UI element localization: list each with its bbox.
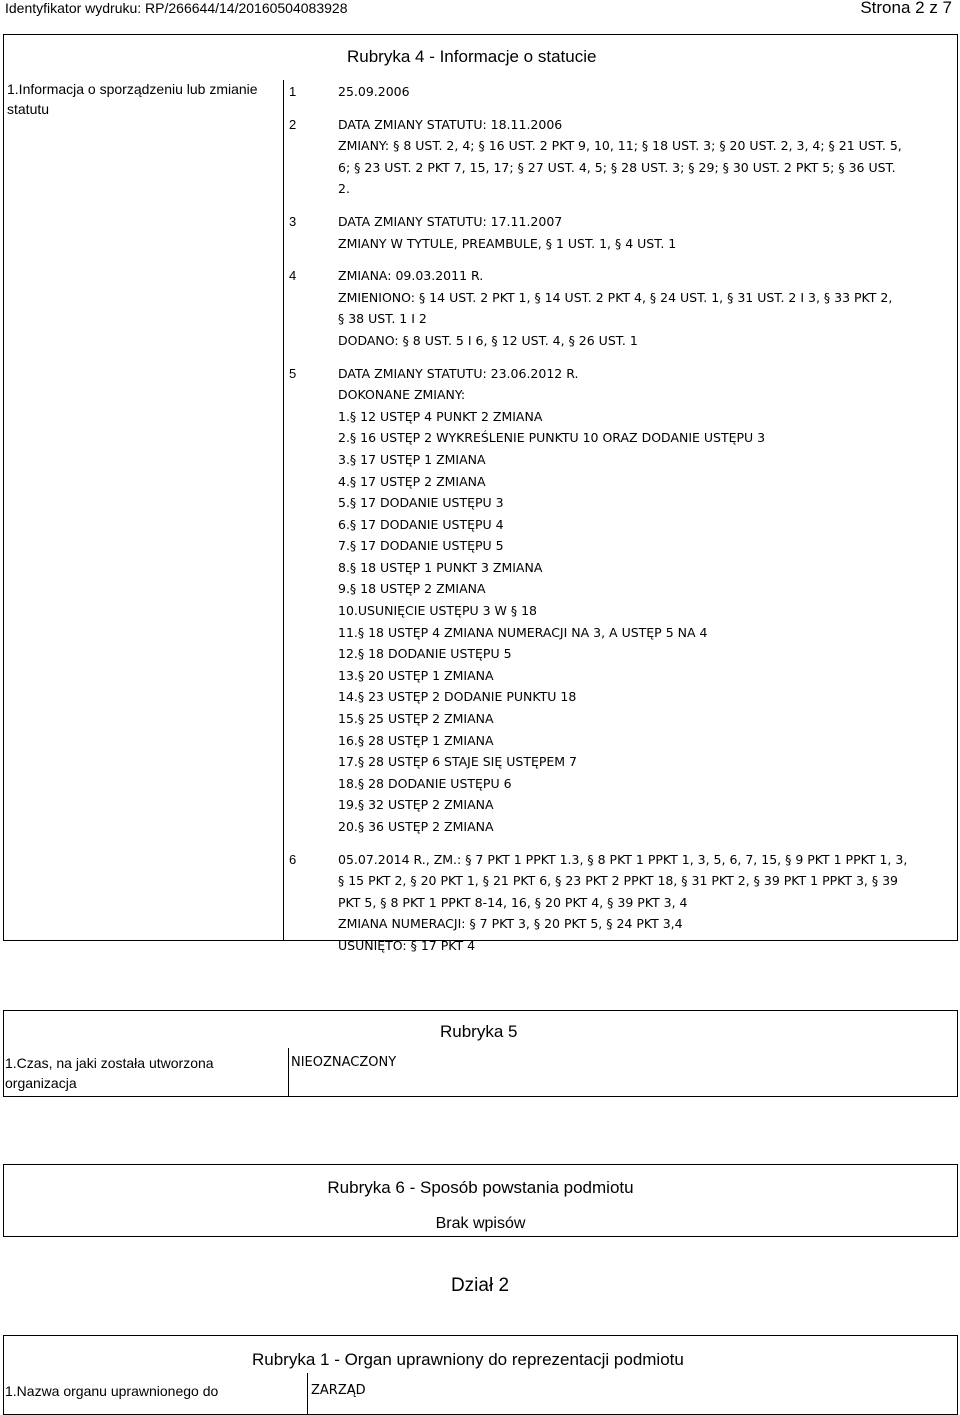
entry-line: ZMIENIONO: § 14 UST. 2 PKT 1, § 14 UST. 2 PKT 4, § 24 UST. 1, § 31 UST. 2 I 3, § 33 PKT 2, bbox=[338, 289, 893, 305]
entry-number: 1 bbox=[289, 84, 297, 99]
entry-line: 12.§ 18 DODANIE USTĘPU 5 bbox=[338, 646, 512, 662]
entry-line: 13.§ 20 USTĘP 1 ZMIANA bbox=[338, 667, 494, 683]
entry-line: DODANO: § 8 UST. 5 I 6, § 12 UST. 4, § 26 UST. 1 bbox=[338, 332, 638, 348]
list-item bbox=[286, 849, 958, 957]
entry-text bbox=[338, 81, 958, 103]
entry-text bbox=[338, 849, 958, 957]
print-identifier: Identyfikator wydruku: RP/266644/14/20160504083928 bbox=[5, 0, 348, 16]
list-item bbox=[286, 81, 958, 103]
list-item bbox=[286, 265, 958, 351]
page-number: Strona 2 z 7 bbox=[860, 0, 952, 17]
column-divider bbox=[288, 1048, 289, 1097]
entry-text bbox=[338, 363, 958, 838]
entry-line: 5.§ 17 DODANIE USTĘPU 3 bbox=[338, 495, 504, 511]
list-item bbox=[286, 114, 958, 200]
entry-line: 2.§ 16 USTĘP 2 WYKREŚLENIE PUNKTU 10 ORAZ DODANIE USTĘPU 3 bbox=[338, 430, 766, 446]
entry-line: DATA ZMIANY STATUTU: 17.11.2007 bbox=[338, 213, 563, 229]
entry-line: 7.§ 17 DODANIE USTĘPU 5 bbox=[338, 538, 504, 554]
entry-line: DATA ZMIANY STATUTU: 23.06.2012 R. bbox=[338, 365, 579, 381]
entry-number: 5 bbox=[289, 365, 297, 381]
entry-line: 17.§ 28 USTĘP 6 STAJE SIĘ USTĘPEM 7 bbox=[338, 754, 578, 770]
dzial-2-rubryka-1-field-label: 1.Nazwa organu uprawnionego do bbox=[5, 1383, 219, 1399]
entry-line: ZMIANY W TYTULE, PREAMBULE, § 1 UST. 1, § 4 UST. 1 bbox=[338, 235, 677, 251]
entry-line: 11.§ 18 USTĘP 4 ZMIANA NUMERACJI NA 3, A USTĘP 5 NA 4 bbox=[338, 624, 708, 640]
entry-number: 4 bbox=[289, 268, 297, 284]
rubryka-5-field-label: 1.Czas, na jaki została utworzona organizacja bbox=[5, 1055, 214, 1091]
rubryka-5-value: NIEOZNACZONY bbox=[291, 1055, 397, 1070]
entry-number: 3 bbox=[289, 213, 297, 229]
entry-number: 6 bbox=[289, 851, 297, 867]
entry-line: 1.§ 12 USTĘP 4 PUNKT 2 ZMIANA bbox=[338, 408, 543, 424]
entry-line: 19.§ 32 USTĘP 2 ZMIANA bbox=[338, 797, 494, 813]
list-item bbox=[286, 211, 958, 254]
entry-line: § 15 PKT 2, § 20 PKT 1, § 21 PKT 6, § 23 PKT 2 PPKT 18, § 31 PKT 2, § 39 PKT 1 PPKT 3, § 39 bbox=[338, 873, 899, 889]
rubryka-5-title: Rubryka 5 bbox=[440, 1022, 518, 1041]
rubryka-4-title: Rubryka 4 - Informacje o statucie bbox=[347, 47, 597, 66]
entry-line: 05.07.2014 R., ZM.: § 7 PKT 1 PPKT 1.3, § 8 PKT 1 PPKT 1, 3, 5, 6, 7, 15, § 9 PKT 1 PPKT 1, 3, bbox=[338, 851, 908, 867]
entry-text bbox=[338, 211, 958, 254]
entry-line: 15.§ 25 USTĘP 2 ZMIANA bbox=[338, 711, 494, 727]
entry-line: USUNIĘTO: § 17 PKT 4 bbox=[338, 937, 476, 953]
rubryka-6-value: Brak wpisów bbox=[435, 1215, 526, 1232]
entry-line: ZMIANY: § 8 UST. 2, 4; § 16 UST. 2 PKT 9, 10, 11; § 18 UST. 3; § 20 UST. 2, 3, 4; § 21 UST. 5, bbox=[338, 138, 902, 154]
entry-line: 6.§ 17 DODANIE USTĘPU 4 bbox=[338, 516, 504, 532]
statute-change-list bbox=[286, 81, 958, 968]
entry-number: 2 bbox=[289, 116, 297, 132]
entry-line: § 38 UST. 1 I 2 bbox=[338, 311, 427, 327]
entry-text bbox=[338, 114, 958, 200]
entry-line: DOKONANE ZMIANY: bbox=[338, 387, 466, 403]
rubryka-6-section bbox=[3, 1164, 958, 1237]
rubryka-4-field-label: 1.Informacja o sporządzeniu lub zmianie statutu bbox=[7, 81, 258, 117]
entry-line: 10.USUNIĘCIE USTĘPU 3 W § 18 bbox=[338, 603, 537, 619]
entry-line: ZMIANA: 09.03.2011 R. bbox=[338, 268, 484, 284]
entry-line: 18.§ 28 DODANIE USTĘPU 6 bbox=[338, 775, 512, 791]
entry-line: 6; § 23 UST. 2 PKT 7, 15, 17; § 27 UST. 4, 5; § 28 UST. 3; § 29; § 30 UST. 2 PKT 5; § 36 UST. bbox=[338, 159, 896, 175]
column-divider bbox=[283, 80, 284, 941]
entry-line: 20.§ 36 USTĘP 2 ZMIANA bbox=[338, 819, 494, 834]
print-header bbox=[0, 0, 960, 20]
column-divider bbox=[307, 1373, 308, 1415]
rubryka-6-title: Rubryka 6 - Sposób powstania podmiotu bbox=[327, 1178, 634, 1197]
rubryka-4-section bbox=[3, 34, 958, 953]
section-heading-dzial-2: Dział 2 bbox=[450, 1275, 510, 1296]
dzial-2-rubryka-1-section bbox=[3, 1335, 958, 1415]
rubryka-5-section bbox=[3, 1010, 958, 1097]
entry-line: 3.§ 17 USTĘP 1 ZMIANA bbox=[338, 451, 486, 467]
entry-line: ZMIANA NUMERACJI: § 7 PKT 3, § 20 PKT 5, § 24 PKT 3,4 bbox=[338, 916, 683, 932]
entry-text bbox=[338, 265, 958, 351]
entry-line: DATA ZMIANY STATUTU: 18.11.2006 bbox=[338, 116, 563, 132]
entry-line: 2. bbox=[338, 181, 350, 197]
entry-line: PKT 5, § 8 PKT 1 PPKT 8-14, 16, § 20 PKT 4, § 39 PKT 3, 4 bbox=[338, 894, 688, 910]
entry-line: 9.§ 18 USTĘP 2 ZMIANA bbox=[338, 581, 486, 597]
entry-line: 14.§ 23 USTĘP 2 DODANIE PUNKTU 18 bbox=[338, 689, 577, 705]
entry-line: 8.§ 18 USTĘP 1 PUNKT 3 ZMIANA bbox=[338, 559, 543, 575]
list-item bbox=[286, 363, 958, 838]
entry-line: 4.§ 17 USTĘP 2 ZMIANA bbox=[338, 473, 486, 489]
entry-line: 25.09.2006 bbox=[338, 84, 410, 99]
entry-line: 16.§ 28 USTĘP 1 ZMIANA bbox=[338, 732, 494, 748]
dzial-2-rubryka-1-title: Rubryka 1 - Organ uprawniony do reprezentacji podmiotu bbox=[252, 1350, 684, 1369]
dzial-2-rubryka-1-value: ZARZĄD bbox=[311, 1383, 366, 1398]
